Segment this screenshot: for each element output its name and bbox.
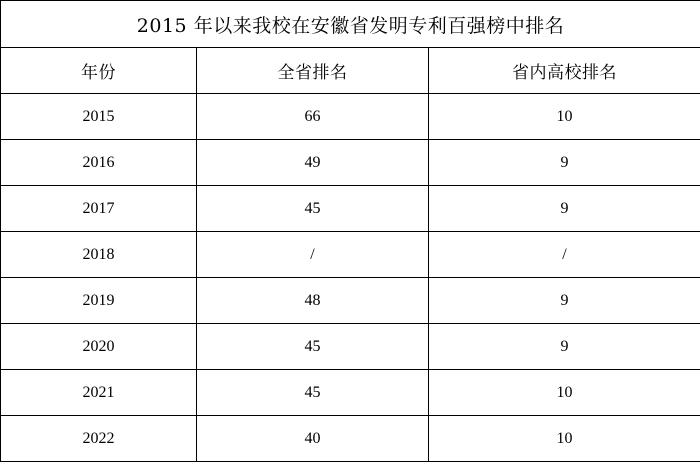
cell-province-rank: / [197,232,429,278]
table-row [1,186,700,232]
column-header-province-rank: 全省排名 [197,48,429,94]
cell-university-rank: / [429,232,700,278]
cell-year: 2021 [1,370,197,416]
column-header-university-rank: 省内高校排名 [429,48,700,94]
cell-province-rank: 45 [197,324,429,370]
cell-university-rank: 10 [429,94,700,140]
cell-year: 2018 [1,232,197,278]
cell-province-rank: 66 [197,94,429,140]
cell-university-rank: 9 [429,278,700,324]
table-title: 2015 年以来我校在安徽省发明专利百强榜中排名 [1,1,700,48]
cell-university-rank: 9 [429,324,700,370]
cell-university-rank: 10 [429,370,700,416]
table-row [1,324,700,370]
cell-year: 2022 [1,416,197,462]
table-row [1,278,700,324]
cell-province-rank: 40 [197,416,429,462]
cell-province-rank: 45 [197,370,429,416]
cell-year: 2015 [1,94,197,140]
table-row [1,140,700,186]
table-row [1,370,700,416]
cell-province-rank: 49 [197,140,429,186]
table-row [1,94,700,140]
cell-year: 2016 [1,140,197,186]
cell-province-rank: 48 [197,278,429,324]
cell-university-rank: 9 [429,186,700,232]
table-title-row [1,1,700,48]
cell-year: 2017 [1,186,197,232]
cell-year: 2020 [1,324,197,370]
column-header-year: 年份 [1,48,197,94]
table-row [1,232,700,278]
cell-university-rank: 9 [429,140,700,186]
cell-university-rank: 10 [429,416,700,462]
table-header-row [1,48,700,94]
table-row [1,416,700,462]
cell-province-rank: 45 [197,186,429,232]
cell-year: 2019 [1,278,197,324]
